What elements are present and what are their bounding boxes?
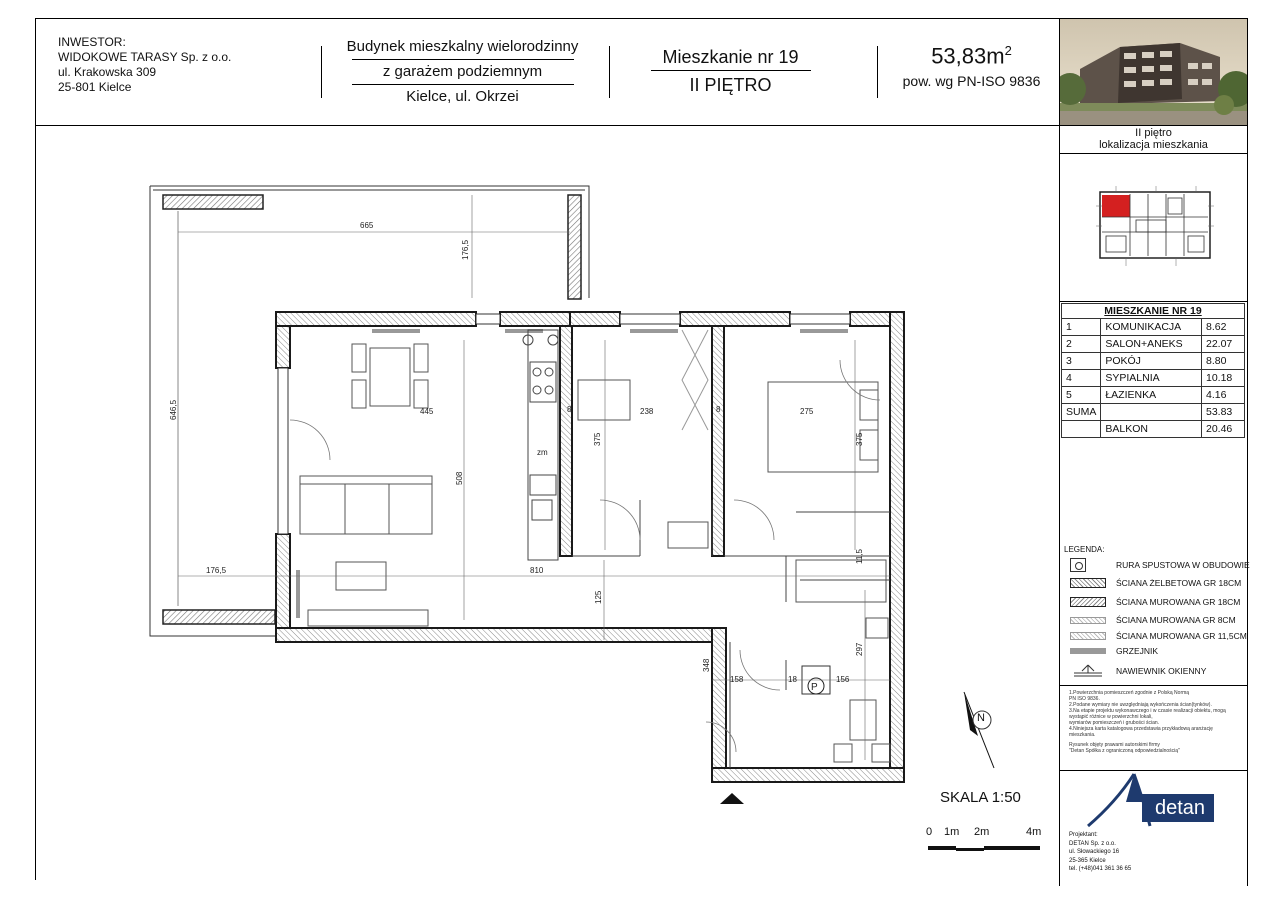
legend-label: RURA SPUSTOWA W OBUDOWIE — [1116, 560, 1250, 570]
apartment-block — [643, 44, 818, 99]
designer-line: Projektant: — [1069, 832, 1098, 838]
room-area: 10.18 — [1202, 370, 1245, 387]
designer-line: tel. (+48)041 361 36 65 — [1069, 866, 1132, 872]
note-line: PN ISO 9836. — [1069, 696, 1100, 702]
fridge-label: zm — [537, 448, 548, 457]
bathtub — [796, 560, 886, 602]
dim-label: 18 — [788, 675, 797, 684]
dim-label: 8 — [716, 405, 721, 414]
building-block — [325, 34, 600, 109]
building-photo — [1060, 19, 1247, 125]
building-line: z garażem podziemnym — [382, 63, 543, 80]
room-name: SALON+ANEKS — [1101, 336, 1202, 353]
balcony-label: BALKON — [1101, 421, 1202, 438]
scale-tick: 1m — [944, 826, 960, 838]
legend-item — [1070, 615, 1236, 625]
location-title-line: II piętro — [1135, 127, 1172, 139]
floor-plan — [140, 180, 930, 810]
legend-title: LEGENDA: — [1064, 545, 1105, 554]
table-row — [1062, 421, 1245, 438]
dim-label: 297 — [855, 642, 864, 656]
location-title — [1060, 127, 1247, 151]
shaft-label: P — [811, 682, 818, 693]
north-label: N — [977, 712, 985, 724]
balcony-wall — [568, 195, 581, 299]
dim-label: 445 — [420, 407, 434, 416]
notes-block — [1069, 690, 1244, 754]
legend-label: GRZEJNIK — [1116, 646, 1159, 656]
room-area: 4.16 — [1202, 387, 1245, 404]
legend-label: ŚCIANA ŻELBETOWA GR 18CM — [1116, 578, 1242, 588]
investor-line: WIDOKOWE TARASY Sp. z o.o. — [58, 50, 232, 64]
note-line: "Detan Spółka z ograniczoną odpowiedzialnością" — [1069, 748, 1180, 754]
washbasin — [866, 618, 888, 638]
window-vent-icon — [1070, 663, 1106, 679]
logo-text: detan — [1154, 797, 1206, 819]
dim-label: 348 — [702, 658, 711, 672]
area-unit-sup: 2 — [1004, 43, 1012, 58]
floor-label: II PIĘTRO — [689, 75, 772, 95]
dim-label: 275 — [800, 407, 814, 416]
room-name: KOMUNIKACJA — [1101, 319, 1202, 336]
toilet — [850, 700, 876, 740]
table-row — [1062, 353, 1245, 370]
dim-label: 375 — [593, 432, 602, 446]
dim-label: 11,5 — [855, 549, 864, 564]
dim-label: 508 — [455, 471, 464, 485]
investor-line: 25-801 Kielce — [58, 80, 132, 94]
scale-bar — [926, 826, 1046, 856]
designer-line: 25-365 Kielce — [1069, 857, 1106, 864]
room-name: ŁAZIENKA — [1101, 387, 1202, 404]
dim-label: 646,5 — [169, 399, 178, 420]
area-block — [884, 34, 1059, 91]
legend-item — [1070, 597, 1240, 607]
note-line: mieszkania. — [1069, 732, 1096, 738]
building-line: Budynek mieszkalny wielorodzinny — [346, 38, 579, 55]
entrance-arrow-icon — [720, 793, 744, 804]
room-no: 3 — [1062, 353, 1101, 370]
balcony-wall — [163, 610, 275, 624]
masonry-wall-18-icon — [1070, 597, 1106, 607]
room-no: 2 — [1062, 336, 1101, 353]
sofa — [300, 476, 432, 534]
floor-key-plan — [1096, 186, 1214, 266]
designer-line: DETAN Sp. z o.o. — [1069, 840, 1116, 847]
investor-block — [58, 35, 231, 95]
apartment-highlight — [1102, 195, 1130, 217]
rooms-table — [1061, 303, 1245, 438]
scale-tick: 2m — [974, 826, 990, 838]
downpipe-icon — [1070, 558, 1086, 572]
bathroom-fixtures — [796, 560, 890, 762]
room-name: SYPIALNIA — [1101, 370, 1202, 387]
sum-label: SUMA — [1062, 404, 1101, 421]
table-row — [1062, 370, 1245, 387]
dim-label: 176,5 — [206, 566, 227, 575]
scale-label: SKALA 1:50 — [940, 789, 1021, 806]
table-row — [1062, 336, 1245, 353]
legend-label: NAWIEWNIK OKIENNY — [1116, 666, 1207, 676]
legend-label: ŚCIANA MUROWANA GR 8CM — [1116, 615, 1236, 625]
note-line: wymiarów pomieszczeń i grubości ścian. — [1069, 720, 1160, 726]
north-arrow-icon — [950, 688, 1006, 774]
masonry-wall-8-icon — [1070, 617, 1106, 624]
concrete-wall-icon — [1070, 578, 1106, 588]
bed-small — [668, 522, 708, 548]
scale-tick: 0 — [926, 826, 933, 838]
investor-line: INWESTOR: — [58, 35, 126, 49]
note-line: wystąpić różnice w powierzchni lokali, — [1069, 714, 1153, 720]
note-line: 3.Na etapie projektu wykonawczego i w czasie realizacji obiektu, mogą — [1069, 708, 1226, 714]
masonry-wall-115-icon — [1070, 632, 1106, 640]
radiator-icon — [1070, 648, 1106, 654]
balcony-value: 20.46 — [1202, 421, 1245, 438]
designer-line: ul. Słowackiego 16 — [1069, 849, 1120, 855]
kitchen-counter — [523, 330, 558, 560]
apartment-title: Mieszkanie nr 19 — [662, 47, 799, 67]
area-value: 53,83m — [931, 43, 1005, 69]
note-line: 2.Podane wymiary nie uwzględniają wykończenia ścian(tynków). — [1069, 702, 1212, 708]
building-line: Kielce, ul. Okrzei — [406, 88, 519, 105]
investor-line: ul. Krakowska 309 — [58, 65, 157, 79]
balcony-wall — [163, 195, 263, 209]
legend-item — [1070, 578, 1241, 588]
room-name: POKÓJ — [1101, 353, 1202, 370]
tv-unit — [308, 610, 428, 626]
dim-label: 375 — [855, 432, 864, 446]
sum-value: 53.83 — [1202, 404, 1245, 421]
note-line: 4.Niniejsza karta katalogowa przedstawia przykładową aranżację — [1069, 726, 1213, 732]
room-no: 1 — [1062, 319, 1101, 336]
room-no: 5 — [1062, 387, 1101, 404]
table-row — [1062, 404, 1245, 421]
room-area: 8.62 — [1202, 319, 1245, 336]
area-standard: pow. wg PN-ISO 9836 — [902, 73, 1041, 90]
table-row — [1062, 387, 1245, 404]
dim-label: 238 — [640, 407, 654, 416]
dim-label: 156 — [836, 675, 850, 684]
legend-item — [1070, 646, 1158, 656]
legend-label: ŚCIANA MUROWANA GR 11,5CM — [1116, 631, 1247, 641]
designer-block — [1069, 831, 1131, 874]
rooms-table-title: MIESZKANIE NR 19 — [1062, 304, 1245, 319]
legend-label: ŚCIANA MUROWANA GR 18CM — [1116, 597, 1241, 607]
room-area: 22.07 — [1202, 336, 1245, 353]
desk — [578, 380, 630, 420]
dim-label: 810 — [530, 566, 544, 575]
legend-item — [1070, 631, 1247, 641]
scale-tick: 4m — [1026, 826, 1042, 838]
legend-item — [1070, 663, 1206, 679]
dim-label: 158 — [730, 675, 744, 684]
note-line: Rysunek objęty prawami autorskimi firmy — [1069, 742, 1160, 748]
dim-label: 665 — [360, 221, 374, 230]
room-no: 4 — [1062, 370, 1101, 387]
dim-label: 176,5 — [461, 239, 470, 260]
dim-label: 125 — [594, 590, 603, 604]
legend-item — [1070, 558, 1250, 572]
dining-table — [352, 344, 428, 408]
dim-label: 8 — [567, 405, 572, 414]
detan-logo — [1086, 772, 1216, 828]
location-title-line: lokalizacja mieszkania — [1099, 139, 1208, 151]
table-row — [1062, 319, 1245, 336]
room-area: 8.80 — [1202, 353, 1245, 370]
note-line: 1.Powierzchnia pomieszczeń zgodnie z Polską Normą — [1069, 690, 1190, 696]
